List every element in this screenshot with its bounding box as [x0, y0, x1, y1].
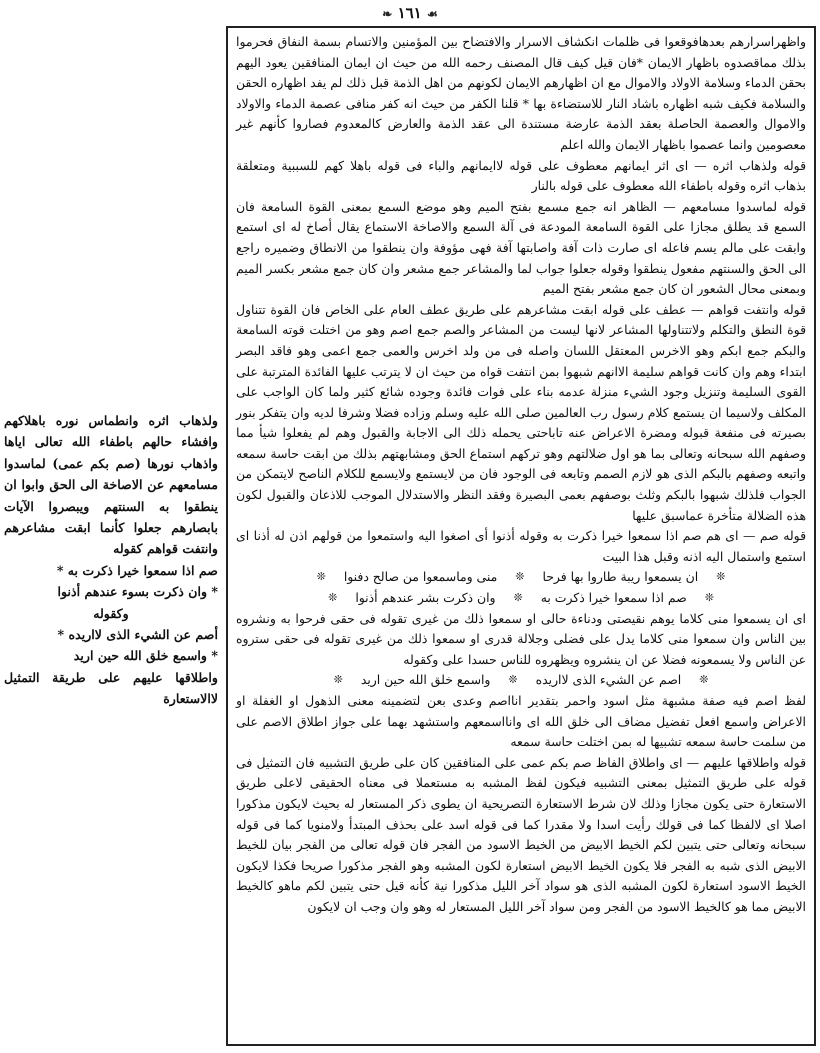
main-paragraph: لفظ اصم فيه صفة مشبهة مثل اسود واحمر بتقدير انااصم وعدى بعن لتضمينه معنى الذهول او الغفلة او الاعراض واسمع افعل تفضيل مضاف الى خلق الله اى وانااسمعهم واستشهد بهما على جواز اطلاق الاصم على من سلمت حاسة سمعه تشبيها له بمن اختلت حاسة سمعه	[236, 693, 806, 750]
main-paragraph: قوله لماسدوا مسامعهم — الظاهر انه جمع مسمع بفتح الميم وهو موضع السمع بمعنى القوة السامعة فان السمع قد يطلق مجازا على القوة السامعة المودعة فى آلة السمع والاصاخة الاستماع يقال أصاخ له اى استمع وابقت على مالم يسم فاعله اى صارت ذات آفة واصابتها آفة فهى مؤوفة وان ينطقوا من الانطاق وضميره راجع الى الحق والسنتهم مفعول ينطقوا وقوله جعلوا جواب لما والمشاعر جمع مشعر وان كان جمع مشعر بكسر الميم وبمعنى محال الشعور ان كان جمع مشعر بفتح الميم	[236, 198, 806, 297]
main-paragraph: واظهراسرارهم بعدهافوقعوا فى ظلمات انكشاف الاسرار والافتضاح بين المؤمنين والاتسام بسمة النفاق فحرموا بذلك مماقصدوه باظهار الايمان *فان قيل كيف قال المصنف رحمه الله من حيث ان ايمان المنافقين يعود اليهم بحقن الدماء وسلامة الاولاد والاموال مع ان اظهارهم الايمان لكونهم من اهل الذمة قبل ذلك لم يفد اظهاره الحقن والسلامة فكيف شبه اظهاره باشاد النار للاستضاءة بها * قلنا الكفر من حيث انه كفر منافى عصمة الدماء والاولاد والاموال والعصمة الحاصلة بعقد الذمة عارضة مستندة الى عقد الذمة والعارض كالمعدوم فصاروا كأنهم غير معصومين وانما عصموا باظهار الايمان والله اعلم	[236, 34, 806, 152]
verse-line: ❊ ان يسمعوا ريبة طاروا بها فرحا ❊ منى وماسمعوا من صالح دفنوا ❊	[236, 567, 806, 588]
margin-verse: أصم عن الشيء الذى لااريده *	[57, 627, 218, 643]
verse-line: ❊ اصم عن الشيء الذى لااريده ❊ واسمع خلق الله حين اريد ❊	[236, 670, 806, 691]
ornament-left-icon: ❧	[382, 7, 393, 21]
verse-hemistich: وان ذكرت بشر عندهم أذنوا	[355, 590, 496, 606]
ornament-right-icon: ☙	[426, 7, 438, 21]
main-paragraph: قوله ولذهاب اثره — اى اثر ايمانهم معطوف على قوله لاايمانهم والباء فى قوله باهلا كهم للسببية ومتعلقة بذهاب اثره وقوله باطفاء الله معطوف على قوله بالنار	[236, 157, 806, 194]
verse-hemistich: ان يسمعوا ريبة طاروا بها فرحا	[542, 569, 699, 585]
margin-verse: * واسمع خلق الله حين اريد	[73, 648, 218, 664]
margin-text-column	[4, 410, 218, 710]
page-header	[0, 4, 820, 22]
main-text-frame	[226, 26, 816, 1046]
verse-line: ❊ صم اذا سمعوا خيرا ذكرت به ❊ وان ذكرت بشر عندهم أذنوا ❊	[236, 588, 806, 609]
verse-hemistich: واسمع خلق الله حين اريد	[360, 672, 491, 688]
verse-hemistich: اصم عن الشيء الذى لااريده	[535, 672, 682, 688]
margin-verse: صم اذا سمعوا خيرا ذكرت به *	[56, 562, 218, 578]
margin-connector: وكقوله	[93, 605, 129, 621]
margin-verse: * وان ذكرت بسوء عندهم أذنوا	[57, 584, 218, 600]
main-paragraph: اى ان يسمعوا منى كلاما يوهم نقيصتى ودناءة حالى او سمعوا ذلك من غيرى تقوله فى حقى فرحوا به ونشروه بين الناس وان سمعوا منى كلاما يدل على فضلى وجلالة قدرى او سمعوا ذلك من غيرى تقوله فى حقى ستروه عن الناس ولا يسمعونه فضلا عن ان ينشروه ويظهروه للناس حسدا على وكقوله	[236, 610, 806, 667]
main-paragraph: قوله صم — اى هم صم اذا سمعوا خيرا ذكرت به وقوله أذنوا أى اصغوا اليه واستمعوا من قولهم اذن له أذنا اى استمع واستمال اليه اذنه وقبل هذا البيت	[236, 528, 806, 564]
margin-paragraph: واطلاقها عليهم على طريقة التمثيل لاالاستعارة	[4, 669, 218, 707]
verse-hemistich: صم اذا سمعوا خيرا ذكرت به	[540, 590, 687, 606]
margin-paragraph: ولذهاب اثره وانطماس نوره باهلاكهم وافشاء حالهم باطفاء الله تعالى اياها واذهاب نورها (صم بكم عمى) لماسدوا مسامعهم عن الاصاخة الى الحق وابوا ان ينطقوا به السنتهم ويبصروا الآيات بابصارهم جعلوا كأنما ابقت مشاعرهم وانتفت قواهم كقوله	[4, 413, 218, 557]
main-paragraph: قوله وانتفت قواهم — عطف على قوله ابقت مشاعرهم على طريق عطف العام على الخاص فان القوة تتناول قوة النطق والتكلم ولاتتناولها المشاعر لانها ليست من المشاعر والصم جمع اصم وهو من اختلت قوته السامعة والبكم جمع ابكم وهو الاخرس المعتقل اللسان واصله فى من ولد اخرس والعمى جمع اعمى وهو فاقد البصر ابتداء وهم وان كانت قواهم سليمة الاانهم شبهوا بمن انتفت قواه من حيث ان لا يترتب عليها الفائدة المترتبة على القوى السليمة وتنزيل وجود الشيء منزلة عدمه بناء على فوات فائدة وجوده شائع كثير ولما كان الواجب على المكلف ولاسيما ان يستمع كلام رسول رب العالمين صلى الله عليه وسلم وزاده فضلا وشرفا لديه وان يتفكر بنور بصيرته فى منفعة قبوله ومضرة الاعراض عنه تاباحتى يحمله ذلك الى الاجابة والقبول وهم لم يفعلوا شيأ مما وصفهم الله سبحانه وتعالى بما هو اول ضلالتهم وهو تركهم استماع الحق ومشابهتهم بذلك من ابقت حاسة سمعه واتبعه وصفهم بالبكم الذى هو لازم الصمم وتابعه فى الوجود فان من لايستمع ولايسمع للكلام الناصح لايتمكن من الجواب فلذلك شبهوا بالبكم وثلث بوصفهم بعمى البصيرة وفقد النظر والاستدلال الموجب للاذعان والقبول لكون هذه الضلالة متأخرة عماسبق عليها	[236, 301, 806, 523]
verse-hemistich: منى وماسمعوا من صالح دفنوا	[343, 569, 498, 585]
page-number: ١٦١	[397, 4, 422, 22]
main-paragraph: قوله واطلاقها عليهم — اى واطلاق الفاظ صم بكم عمى على المنافقين كان على طريق التشبيه فان التمثيل فى قوله على طريق التمثيل بمعنى التشبيه فيكون لفظ المشبه به مستعملا فى معناه الحقيقى لاعلى طريق الاستعارة حتى يكون مجازا وذلك لان شرط الاستعارة التصريحية ان يطوى ذكر المستعار له بحيث لايكون مذكورا اصلا اى لالفظا كما فى قولك رأيت اسدا ولا مقدرا كما فى قوله اسد على بحذف المبتدأ ولامنويا كما فى قوله سبحانه وتعالى حتى يتبين لكم الخيط الابيض من الخيط الاسود من الفجر فان قوله تعالى من الفجر بيان للخيط الابيض الذى شبه به الفجر فلا يكون الخيط الابيض استعارة لكون المشبه وهو الفجر مذكورا صريحا فكذا لايكون الخيط الاسود استعارة لكون المشبه الذى هو سواد آخر الليل مذكورا نية كأنه قيل حتى يتبين لكم ماهو كالخيط الابيض مما هو كالخيط الاسود من الفجر ومن سواد آخر الليل المستعار له وهو وان وجب ان لايكون	[236, 754, 806, 914]
